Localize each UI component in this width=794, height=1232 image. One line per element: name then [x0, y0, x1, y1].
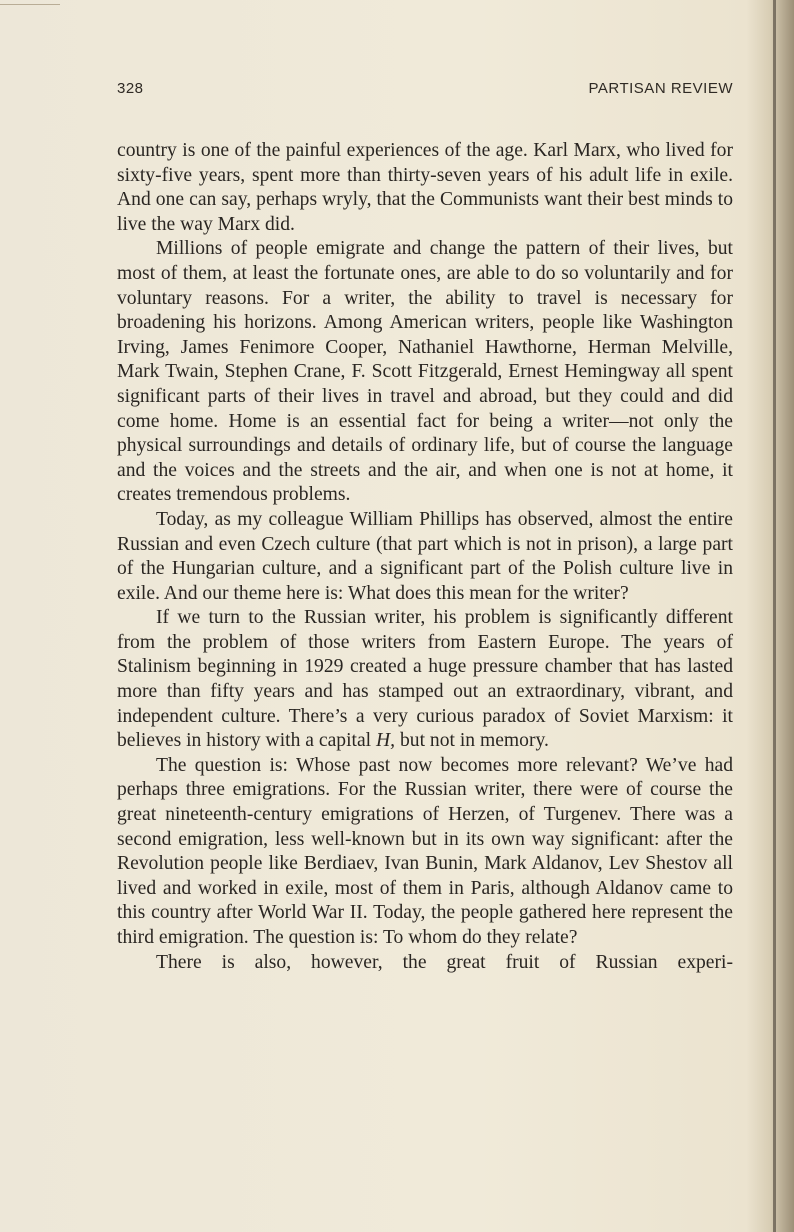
paragraph: [117, 754, 733, 951]
paragraph-text-end: problems.: [272, 484, 351, 506]
paragraph: [117, 139, 733, 237]
paragraph-text: The question is: Whose past now becomes more relevant? We’ve had perhaps three emigrations. For the Russian writer, there were of course the great nineteenth-century emigrations of Herzen, of Turgenev. There was a second emigration, less well-known but in its own way significant: after the Revolution people like Berdiaev, Ivan Bunin, Mark Aldanov, Lev Shestov all lived and worked in exile, most of them in Paris, although Aldanov came to this country after World War II. Today, the people gathered here represent the third emigration. The question is:: [117, 754, 733, 948]
paragraph: [117, 508, 733, 606]
page-header: [117, 80, 733, 102]
page-gutter-edge: [773, 0, 776, 1232]
paragraph-text-end: Marx did.: [217, 213, 295, 235]
paragraph-text-end: the writer?: [544, 582, 629, 604]
scan-edge-mark: [0, 4, 60, 5]
paragraph: [117, 951, 733, 976]
paragraph-text: Today, as my colleague William Phillips has observed, almost the entire Russian and even Czech culture (that part which is not in prison), a large part of the Hungarian culture, and a significant part of the Polish culture live in exile. And our theme here is: What does this mean for: [117, 508, 733, 604]
paragraph-text: There is also, however, the great fruit of Russian experi-: [156, 951, 733, 973]
paragraph-text: country is one of the painful experiences of the age. Karl Marx, who lived for sixty-five years, spent more than thirty-seven years of his adult life in exile. And one can say, perhaps wryly, that the Communists want their best minds to live the way: [117, 140, 733, 235]
paragraph: [117, 237, 733, 508]
paragraph-text: If we turn to the Russian writer, his problem is significantly different from the problem of those writers from Eastern Europe. The years of Stalinism beginning in 1929 created a huge pressure chamber that has lasted more than fifty years and has stamped out an extraordinary, vibrant, and independent culture. There’s a very curious paradox of Soviet Marxism: it believes in history with a capital: [117, 607, 733, 752]
body-text: [117, 139, 733, 975]
italic-letter: H,: [376, 730, 396, 752]
page-number: 328: [117, 80, 144, 97]
paragraph-text-end: but not in memory.: [395, 730, 549, 752]
paragraph-text-end: To whom do they relate?: [382, 927, 578, 948]
paragraph-text: Millions of people emigrate and change the pattern of their lives, but most of them, at least the fortunate ones, are able to do so voluntarily and for voluntary reasons. For a writer, the ability to travel is necessary for broadening his horizons. Among American writers, people like Washington Irving, James Fenimore Cooper, Nathaniel Hawthorne, Herman Melville, Mark Twain, Stephen Crane, F. Scott Fitzgerald, Ernest Hemingway all spent significant parts of their lives in travel and abroad, but they could and did come home. Home is an essential fact for being a writer—not only the physical surroundings and details of ordinary life, but of course the language and the voices and the streets and the air, and when one is not at home, it creates tremendous: [117, 238, 733, 506]
paragraph: [117, 606, 733, 754]
running-head: PARTISAN REVIEW: [588, 80, 733, 97]
